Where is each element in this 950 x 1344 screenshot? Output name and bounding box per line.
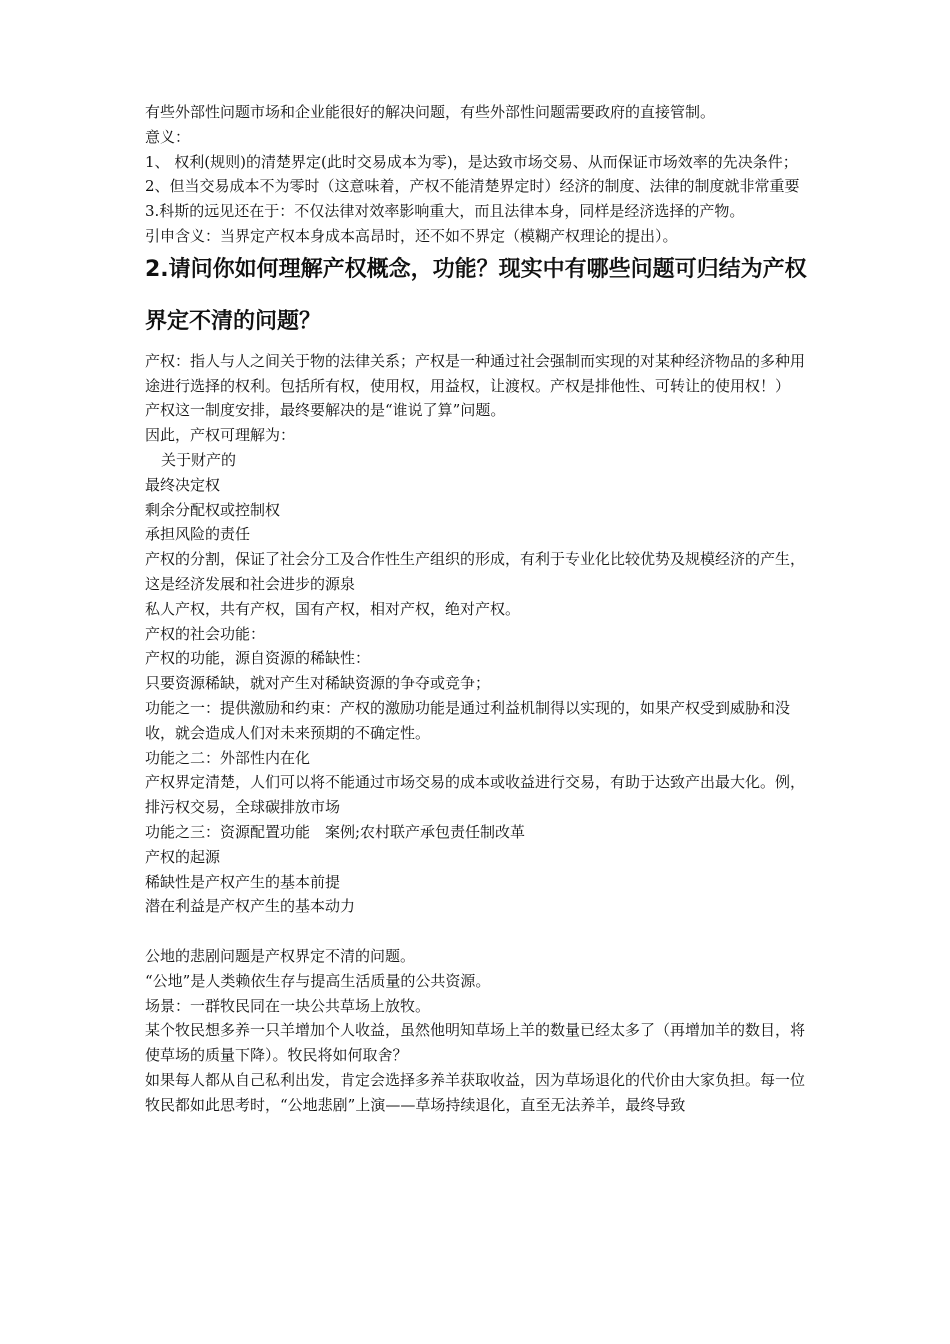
heading-line-1: 2.请问你如何理解产权概念，功能？现实中有哪些问题可归结为产权: [145, 256, 807, 282]
paragraph-final-decision: 最终决定权: [145, 475, 221, 494]
paragraph-function-3: 功能之三：资源配置功能 案例;农村联产承包责任制改革: [145, 822, 526, 841]
paragraph-self-interest: 如果每人都从自己私利出发，肯定会选择多养羊获取收益，因为草场退化的代价由大家负担。每一位牧民都如此思考时，“公地悲剧”上演——草场持续退化，直至无法养羊，最终导致: [145, 1070, 806, 1114]
paragraph-scarcity: 只要资源稀缺，就对产生对稀缺资源的争夺或竞争；: [145, 674, 491, 693]
paragraph-herder: 某个牧民想多养一只羊增加个人收益，虽然他明知草场上羊的数量已经太多了（再增加羊的数目，将使草场的质量下降）。牧民将如何取舍？: [145, 1021, 806, 1065]
list-item-3: 3.科斯的远见还在于：不仅法律对效率影响重大，而且法律本身，同样是经济选择的产物。: [145, 202, 745, 221]
paragraph-origin: 产权的起源: [145, 847, 221, 866]
list-item-1: 1、 权利(规则)的清楚界定(此时交易成本为零)，是达致市场交易、从而保证市场效率的先决条件；: [145, 152, 798, 171]
paragraph-social-function: 产权的社会功能：: [145, 624, 266, 643]
paragraph-function-1: 功能之一：提供激励和约束：产权的激励功能是通过利益机制得以实现的，如果产权受到威胁和没收，就会造成人们对未来预期的不确定性。: [145, 698, 791, 742]
paragraph-motive: 潜在利益是产权产生的基本动力: [145, 897, 356, 916]
paragraph-clear-definition: 产权界定清楚，人们可以将不能通过市场交易的成本或收益进行交易，有助于达致产出最大化。例，排污权交易，全球碳排放市场: [145, 773, 806, 817]
paragraph-about-property: 关于财产的: [161, 450, 237, 469]
paragraph-scene: 场景：一群牧民同在一块公共草场上放牧。: [145, 996, 431, 1015]
paragraph-risk: 承担风险的责任: [145, 525, 251, 544]
paragraph-residual: 剩余分配权或控制权: [145, 500, 281, 519]
paragraph-function-source: 产权的功能，源自资源的稀缺性：: [145, 649, 371, 668]
paragraph-function-2: 功能之二：外部性内在化: [145, 748, 311, 767]
list-item-2: 2、但当交易成本不为零时（这意味着，产权不能清楚界定时）经济的制度、法律的制度就非常重要: [145, 177, 800, 196]
paragraph-significance-label: 意义：: [145, 127, 191, 146]
paragraph-institution: 产权这一制度安排，最终要解决的是“谁说了算”问题。: [145, 401, 506, 420]
answer-section: [145, 349, 815, 1118]
paragraph-premise: 稀缺性是产权产生的基本前提: [145, 872, 341, 891]
document-page: [145, 100, 815, 1117]
paragraph-division: 产权的分割，保证了社会分工及合作性生产组织的形成，有利于专业化比较优势及规模经济的产生，这是经济发展和社会进步的源泉: [145, 550, 806, 593]
heading-line-2: 界定不清的问题？: [145, 308, 322, 334]
paragraph-commons: “公地”是人类赖依生存与提高生活质量的公共资源。: [145, 971, 491, 990]
paragraph-therefore: 因此，产权可理解为：: [145, 426, 296, 445]
paragraph-externality: 有些外部性问题市场和企业能很好的解决问题，有些外部性问题需要政府的直接管制。: [145, 103, 716, 121]
question-heading: [145, 257, 815, 335]
paragraph-definition: 产权：指人与人之间关于物的法律关系；产权是一种通过社会强制而实现的对某种经济物品的多种用途进行选择的权利。包括所有权，使用权，用益权，让渡权。产权是排他性、可转让的使用权！）: [145, 351, 806, 395]
paragraph-tragedy: 公地的悲剧问题是产权界定不清的问题。: [145, 946, 416, 965]
blank-line: [145, 919, 815, 944]
paragraph-types: 私人产权，共有产权，国有产权，相对产权，绝对产权。: [145, 599, 521, 618]
paragraph-implication: 引申含义：当界定产权本身成本高昂时，还不如不界定（模糊产权理论的提出）。: [145, 226, 678, 245]
